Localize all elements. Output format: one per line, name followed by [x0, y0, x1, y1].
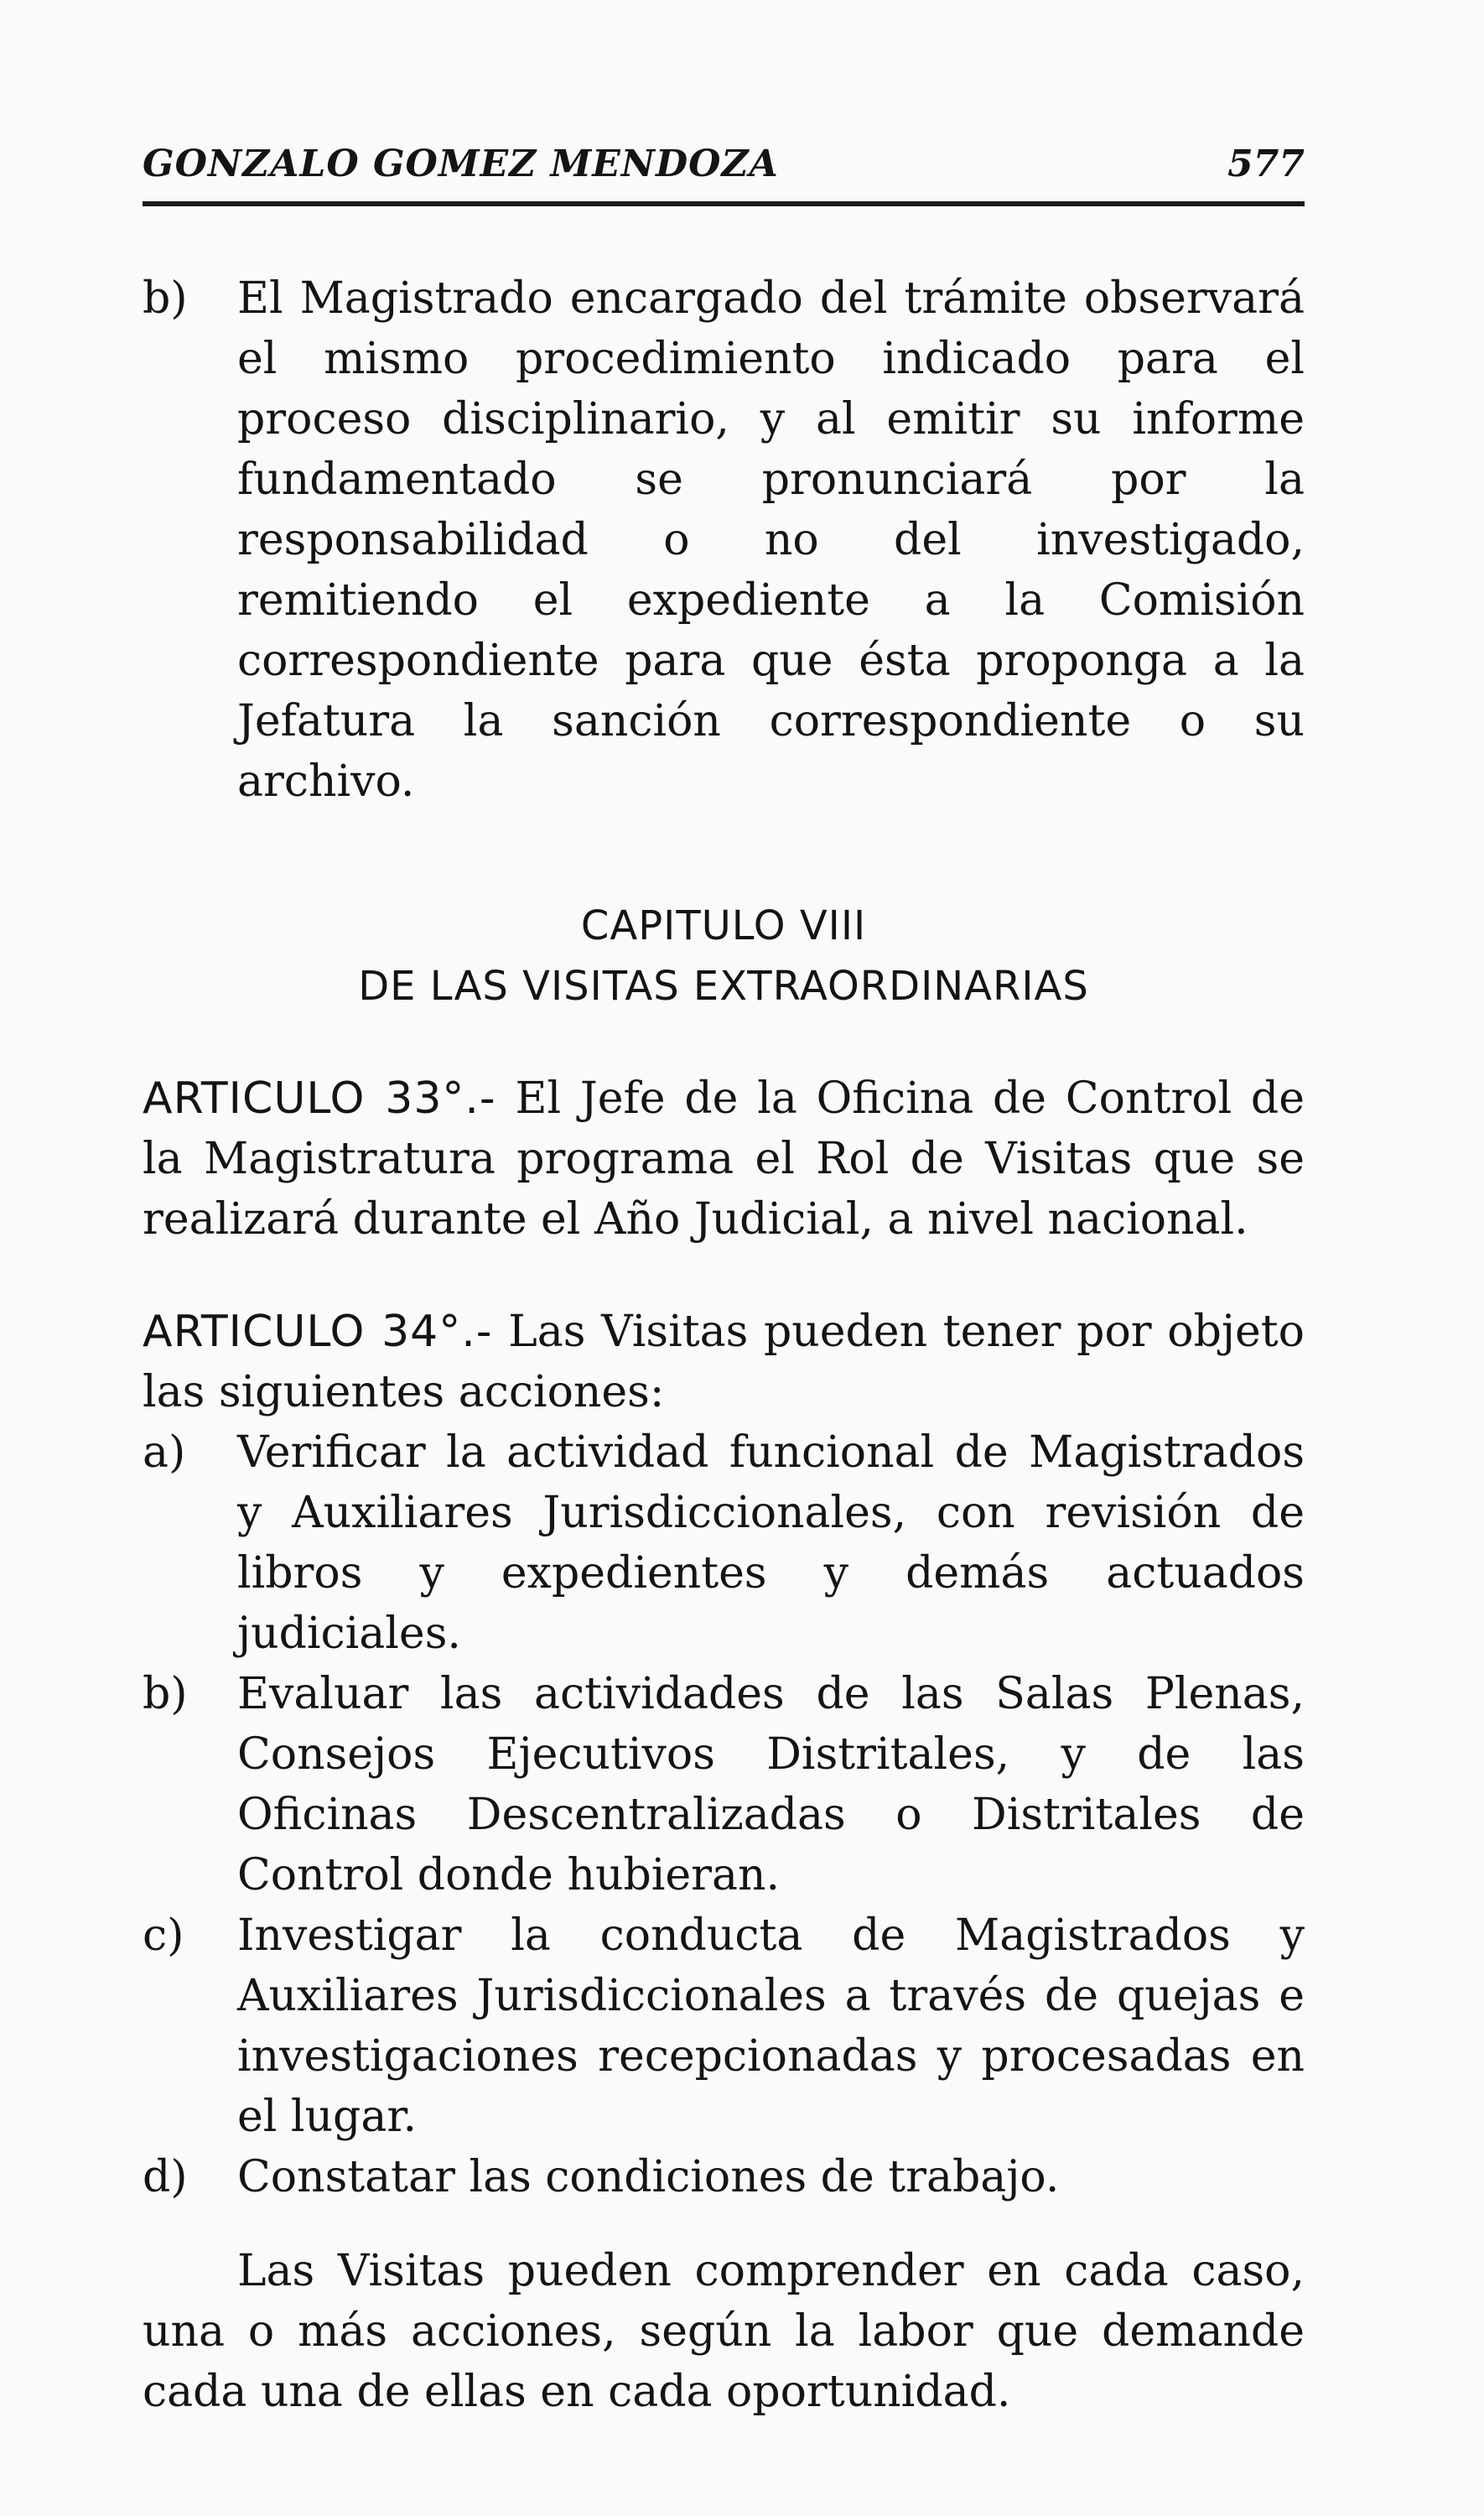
closing-paragraph: Las Visitas pueden comprender en cada caso, una o más acciones, según la labor que demande cada una de ellas en cada oportunidad. [143, 2246, 1305, 2417]
list-item [143, 1422, 1305, 1664]
chapter-subtitle: DE LAS VISITAS EXTRAORDINARIAS [358, 963, 1089, 1010]
list-item-label: b) [143, 1669, 188, 1719]
intro-item-text: El Magistrado encargado del trámite observará el mismo procedimiento indicado para el proceso disciplinario, y al emitir su informe fundamentado se pronunciará por la responsabilidad o no del investigado, remitiendo el expediente a la Comisión correspondiente para que ésta proponga a la Jefatura la sanción correspondiente o su archivo. [237, 273, 1305, 807]
page-number: 577 [1227, 143, 1305, 185]
list-item-label: d) [143, 2152, 188, 2202]
article-34-label: ARTICULO 34°.- [143, 1307, 493, 1357]
spacer [143, 1250, 1305, 1302]
intro-item-label: b) [143, 273, 188, 324]
list-item-label: c) [143, 1910, 184, 1961]
list-item-text: Investigar la conducta de Magistrados y Auxiliares Jurisdiccionales a través de quejas e investigaciones recepcionadas y procesadas en el lugar. [237, 1910, 1305, 2142]
list-item-text: Constatar las condiciones de trabajo. [237, 2152, 1060, 2202]
article-34-text: Las Visitas pueden tener por objeto las siguientes acciones: [143, 1307, 1305, 1417]
article-33-label: ARTICULO 33°.- [143, 1073, 496, 1124]
spacer [143, 2207, 1305, 2241]
list-item [143, 1905, 1305, 2147]
intro-list-item [143, 268, 1305, 812]
spacer [143, 812, 1305, 896]
chapter-title: CAPITULO VIII [580, 902, 867, 949]
article-33 [143, 1068, 1305, 1250]
list-item [143, 1664, 1305, 1905]
list-item-text: Verificar la actividad funcional de Magistrados y Auxiliares Jurisdiccionales, con revisión de libros y expedientes y demás actuados judiciales. [237, 1427, 1305, 1659]
spacer [143, 1016, 1305, 1068]
page-body [143, 268, 1305, 2422]
article-33-text: El Jefe de la Oficina de Control de la Magistratura programa el Rol de Visitas que se realizará durante el Año Judicial, a nivel nacional. [143, 1073, 1305, 1245]
article-34 [143, 1302, 1305, 1422]
list-item-text: Evaluar las actividades de las Salas Plenas, Consejos Ejecutivos Distritales, y de las Oficinas Descentralizadas o Distritales de Control donde hubieran. [237, 1669, 1305, 1900]
running-header [143, 143, 1305, 206]
article-34-list [143, 1422, 1305, 2207]
list-item-label: a) [143, 1427, 186, 1478]
list-item [143, 2147, 1305, 2207]
running-header-author: GONZALO GOMEZ MENDOZA [143, 143, 779, 185]
